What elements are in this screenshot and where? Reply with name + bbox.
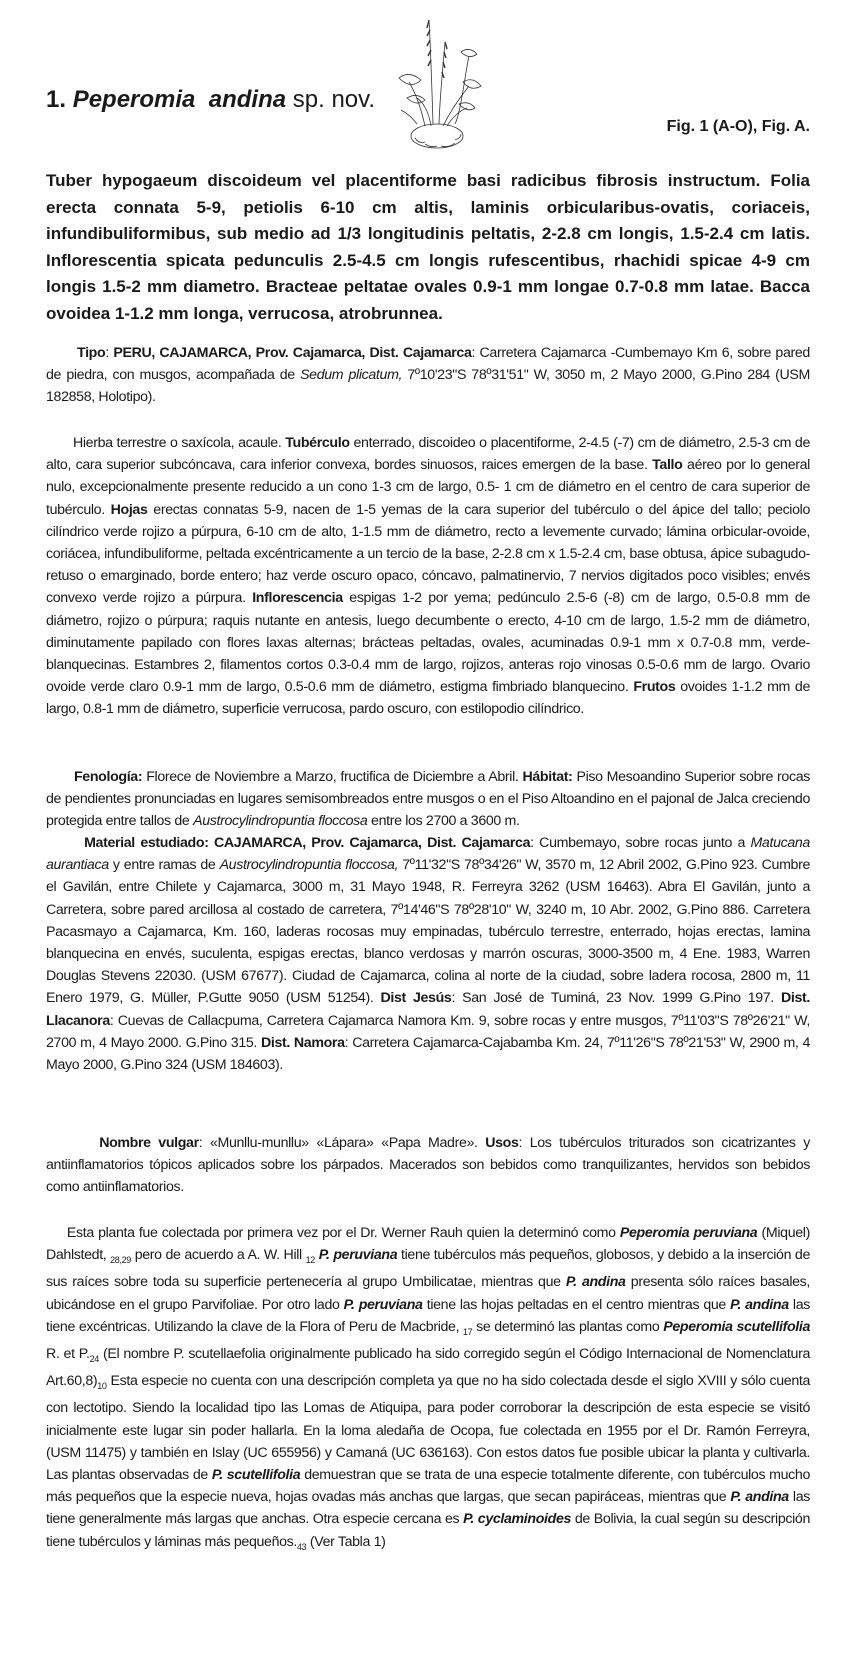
common-name-label: Nombre vulgar — [99, 1135, 199, 1151]
phenology-label: Fenología: — [73, 769, 143, 785]
material-district: Dist. Namora — [260, 1034, 345, 1051]
discussion-paragraph — [46, 1222, 810, 1558]
desc-label-leaves: Hojas — [110, 501, 148, 518]
tipo-paragraph: Tipo: PERU, CAJAMARCA, Prov. Cajamarca, Dist. Cajamarca: Carretera Cajamarca -Cumbemayo Km 6, sobre pared de piedra, con musgos, acompañada de Sedum plicatum, 7º10'23"S 78º31'51" W, 3050 m, 2 Mayo 2000, G.Pino 284 (USM 182858, Holotipo). — [46, 345, 810, 406]
discussion-text: de Bolivia, la cual según su descripción tiene tubérculos y láminas más pequeños. — [46, 1511, 810, 1550]
species-ref: Peperomia scutellifolia — [663, 1318, 811, 1335]
discussion-text: se determinó las plantas como — [472, 1318, 664, 1335]
discussion-text: (Miquel) Dahlstedt, — [46, 1225, 810, 1264]
tipo-sedum: Sedum plicatum, — [300, 367, 408, 384]
common-name-paragraph — [46, 1132, 810, 1199]
discussion-text: R. et P. — [46, 1346, 90, 1363]
habitat-text: entre los 2700 a 3600 m. — [367, 813, 520, 830]
citation-ref: 43 — [296, 1541, 307, 1552]
tipo-text-2: 7º10'23"S 78º31'51" W, 3050 m, 2 Mayo 2000, G.Pino 284 (USM 182858, Holotipo). — [46, 367, 810, 406]
discussion-text: Esta planta fue colectada por primera vez por el Dr. Werner Rauh quien la determinó como — [66, 1225, 620, 1241]
habitat-text: Piso Mesoandino Superior sobre rocas de pendientes pronunciadas en lugares semisombreados entre musgos o en el Piso Altoandino en el pajonal de Jalca creciendo protegida entre tallos de — [46, 769, 810, 830]
species-ref: P. andina — [730, 1489, 789, 1506]
material-text: : Cuevas de Callacpuma, Carretera Cajamarca Namora Km. 9, sobre rocas y entre musgos, 7º11'03"S 78º26'21" W, 2700 m, 4 Mayo 2000. G.Pino 315. — [46, 1012, 810, 1051]
material-species: Austrocylindropuntia floccosa, — [219, 857, 403, 874]
latin-diagnosis: Tuber hypogaeum discoideum vel placentiforme basi radicibus fibrosis instructum. Folia erecta connata 5-9, petiolis 6-10 cm altis, laminis orbicularibus-ovatis, coriaceis, infundibuliformibus, sub medio ad 1/3 longitudinis peltatis, 2-2.8 cm longis, 1.5-2.4 cm latis. Inflorescentia spicata pedunculis 2.5-4.5 cm longis rufescentibus, rhachidi spicae 4-9 cm longis 1.5-2 mm diametro. Bracteae peltatae ovales 0.9-1 mm longae 0.7-0.8 mm latae. Bacca ovoidea 1-1.2 mm longa, verrucosa, atrobrunnea. — [46, 171, 810, 323]
material-text: : San José de Tuminá, 23 Nov. 1999 G.Pino 197. — [451, 990, 781, 1007]
discussion-text: demuestran que se trata de una especie totalmente diferente, con tubérculos mucho más pequeños que la especie nueva, hojas ovadas más anchas que largas, que secan papiráceas, mientras que — [46, 1467, 810, 1506]
material-text: : Cumbemayo, sobre rocas junto a — [530, 835, 751, 851]
plant-illustration — [395, 12, 485, 152]
species-ref: Peperomia peruviana — [619, 1225, 758, 1241]
material-text: 7º11'32"S 78º34'26" W, 3570 m, 12 Abril 2002, G.Pino 923. Cumbre el Gavilán, entre Chilete y Cajamarca, 3000 m, 31 Mayo 1948, R. Ferreyra 3262 (USM 16463). Abra El Gavilán, junto a Carretera, sobre pared arcillosa al costado de carretera, 7º14'46"S 78º28'10" W, 3240 m, 10 Abr. 2002, G.Pino 886. Carretera Pacasmayo a Cajamarca, Km. 160, laderas rocosas muy empinadas, tubérculo terrestre, enterrado, hojas erectas, lamina blanquecina en envés, suculenta, espigas erectas, blanco verdosas y marrón oscuras, 3000-3500 m, 4 Ene. 1983, Warren Douglas Stevens 22030. (USM 67677). Ciudad de Cajamarca, colina al norte de la ciudad, sobre ladera rocosa, 2800 m, 11 Enero 1979, G. Müller, P.Gutte 9050 (USM 51254). — [46, 857, 810, 1007]
desc-label-tuber: Tubérculo — [285, 435, 350, 451]
species-epithet: andina — [208, 86, 287, 113]
discussion-text: pero de acuerdo a A. W. Hill — [130, 1247, 306, 1264]
description-paragraph — [46, 432, 810, 721]
desc-label-fruits: Frutos — [633, 679, 676, 696]
common-name-text: : «Munllu-munllu» «Lápara» «Papa Madre». — [198, 1135, 486, 1151]
desc-text: erectas connatas 5-9, nacen de 1-5 yemas de la cara superior del tubérculo o del ápice del tallo; peciolo cilíndrico verde rojizo a púrpura, 6-10 cm de alto, 1-1.5 mm de diámetro, recto a levemente curvado; lámina orbicular-ovoide, coriácea, infundibuliforme, peltada excéntricamente a un tercio de la base, 2-2.8 cm x 1.5-2.4 cm, base obtusa, ápice subagudo-retuso o emarginado, borde entero; haz verde oscuro opaco, cóncavo, palmatinervio, 7 nervios digitados poco visibles; envés convexo verde rojizo a púrpura. — [46, 501, 810, 607]
citation-ref: 28,29 — [110, 1255, 131, 1266]
discussion-text: las tiene excéntricas. Utilizando la clave de la Flora of Peru de Macbride, — [46, 1296, 810, 1335]
habitat-label: Hábitat: — [522, 769, 573, 785]
tipo-location: PERU, CAJAMARCA, Prov. Cajamarca, Dist. Cajamarca — [113, 345, 472, 361]
species-ref: P. andina — [730, 1296, 789, 1313]
phenology-paragraph — [46, 766, 810, 833]
desc-label-inflorescence: Inflorescencia — [252, 590, 343, 607]
species-ref: P. andina — [565, 1274, 626, 1291]
citation-ref: 17 — [463, 1326, 473, 1337]
desc-text: aéreo por lo general nulo, excepcionalmente presente reducido a un cono 1-3 cm de largo, 0.5- 1 cm de diámetro en el centro de cara superior de tubérculo. — [46, 457, 810, 518]
material-text: y entre ramas de — [108, 857, 220, 874]
discussion-text: tiene las hojas peltadas en el centro mientras que — [422, 1296, 731, 1313]
tipo-label: Tipo — [77, 345, 106, 361]
citation-ref: 10 — [97, 1381, 107, 1392]
discussion-text: Esta especie no cuenta con una descripción completa ya que no ha sido colectada desde el siglo XVIII y sólo cuenta con lectotipo. Siendo la localidad tipo las Lomas de Atiquipa, para poder corroborar la descripción de esta especie se visitó inicialmente este lugar sin poder hallarla. En la loma aledaña de Ocopa, fue colectada en 1955 por el Dr. Ramón Ferreyra, (USM 11475) y también en Islay (UC 655956) y Camaná (UC 636163). Con estos datos fue posible ubicar la planta y cultivarla. Las plantas observadas de — [46, 1373, 810, 1484]
material-district: Dist. Llacanora — [46, 990, 810, 1029]
citation-ref: 24 — [89, 1354, 99, 1365]
discussion-text: tiene tubérculos más pequeños, globosos, y debido a la inserción de sus raíces sobre toda su superficie pertenecería al grupo Umbilicatae, mientras que — [46, 1247, 810, 1291]
citation-ref: 12 — [305, 1255, 315, 1266]
material-label: Material estudiado: CAJAMARCA, Prov. Cajamarca, Dist. Cajamarca — [84, 835, 531, 851]
material-species: Matucana aurantiaca — [46, 835, 810, 874]
tipo-text: : Carretera Cajamarca -Cumbemayo Km 6, sobre pared de piedra, con musgos, acompañada de — [46, 345, 810, 384]
discussion-text: (Ver Tabla 1) — [306, 1533, 386, 1550]
discussion-text: presenta sólo raíces basales, ubicándose en el grupo Parvifoliae. Por otro lado — [46, 1274, 811, 1313]
desc-text: espigas 1-2 por yema; pedúnculo 2.5-6 (-8) cm de largo, 0.5-0.8 mm de diámetro, rojizo o púrpura; raquis nutante en antesis, luego decumbente o erecto, 4-10 cm de largo, 1.5-2 mm de diámetro, diminutamente papilado con flores laxas alternas; brácteas peltadas, ovales, acuminadas 0.9-1 mm x 0.7-0.8 mm, verde-blanquecinas. Estambres 2, filamentos cortos 0.3-0.4 mm de largo, rojizos, anteras rojo vinosas 0.5-0.6 mm de largo. Ovario ovoide verde claro 0.9-1 mm de largo, 0.5-0.6 mm de diámetro, estigma fimbriado blanquecino. — [46, 590, 810, 696]
discussion-text: (El nombre P. scutellaefolia originalmente publicado ha sido corregido según el Código Internacional de Nomenclatura Art.60,8) — [46, 1346, 810, 1390]
species-ref: P. scutellifolia — [211, 1467, 301, 1484]
uses-text: : Los tubérculos triturados son cicatrizantes y antiinflamatorios tópicos aplicados sobre los párpados. Macerados son bebidos como tranquilizantes, hervidos son bebidos como antiinflamatorios. — [46, 1135, 810, 1196]
sp-nov-label: sp. nov. — [292, 86, 376, 113]
species-number: 1. — [46, 86, 67, 113]
genus-name: Peperomia — [72, 86, 196, 113]
discussion-text: las tiene generalmente más largas que anchas. Otra especie cercana es — [46, 1489, 810, 1528]
material-district: Dist Jesús — [380, 990, 452, 1007]
species-title — [46, 86, 375, 114]
desc-label-stem: Tallo — [652, 457, 683, 474]
uses-label: Usos — [485, 1135, 519, 1151]
figure-reference: Fig. 1 (A-O), Fig. A. — [666, 118, 810, 135]
species-ref: P. peruviana — [343, 1296, 423, 1313]
desc-text: Hierba terrestre o saxícola, acaule. — [72, 435, 286, 451]
material-text: : Carretera Cajamarca-Cajabamba Km. 24, 7º11'26"S 78º21'53" W, 2900 m, 4 Mayo 2000, G.Pino 324 (USM 184603). — [46, 1034, 810, 1074]
habitat-species: Austrocylindropuntia floccosa — [193, 813, 368, 830]
desc-text: ovoides 1-1.2 mm de largo, 0.8-1 mm de diámetro, superficie verrucosa, pardo oscuro, con estilopodio cilíndrico. — [46, 679, 810, 718]
species-ref: P. cyclaminoides — [463, 1511, 572, 1528]
desc-text: enterrado, discoideo o placentiforme, 2-4.5 (-7) cm de diámetro, 2.5-3 cm de alto, cara superior subcóncava, cara inferior convexa, bordes sinuosos, raices emergen de la base. — [46, 435, 810, 474]
material-paragraph — [46, 832, 810, 1076]
phenology-text: Florece de Noviembre a Marzo, fructifica de Diciembre a Abril. — [142, 769, 523, 785]
species-ref: P. peruviana — [314, 1247, 398, 1264]
